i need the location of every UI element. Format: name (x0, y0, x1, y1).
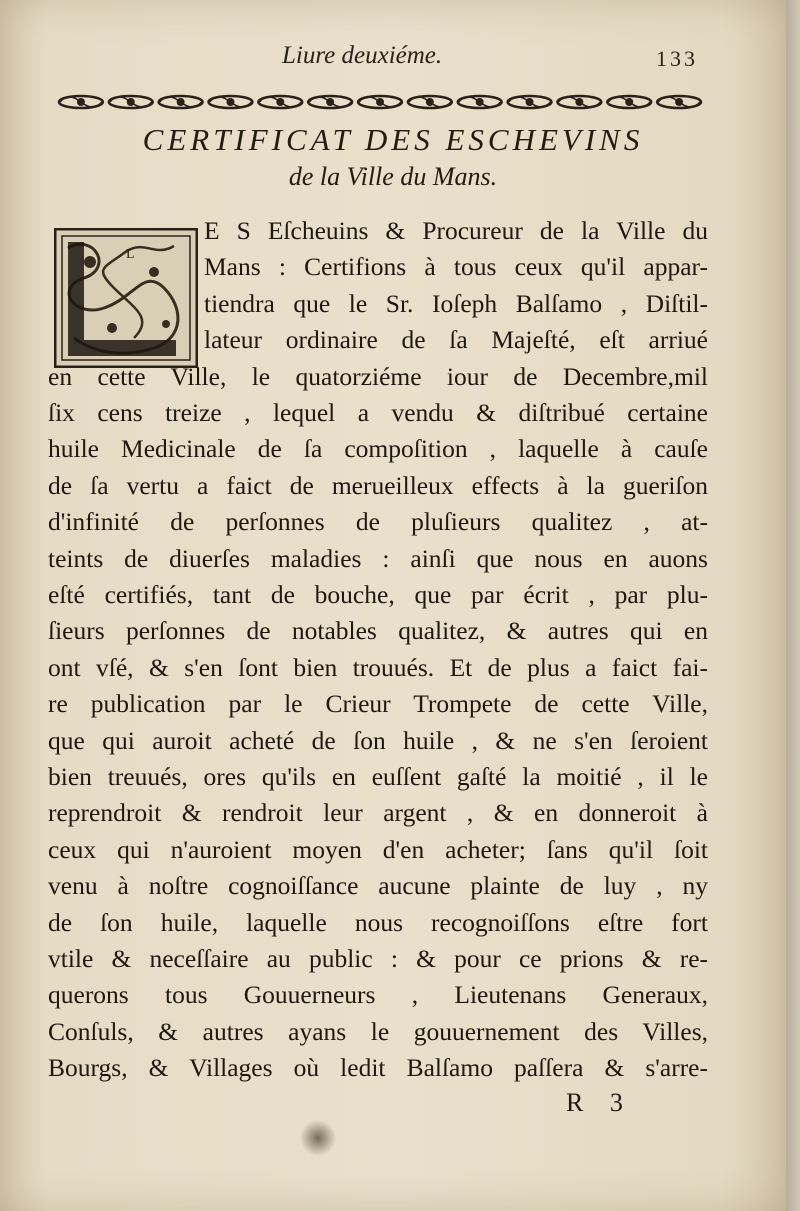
fleuron-ornament (308, 96, 352, 108)
text-line: de ſon huile, laquelle nous recognoiſſons eſtre fort (48, 907, 708, 937)
text-line: reprendroit & rendroit leur argent , & en donneroit à (48, 798, 708, 828)
text-line: Bourgs, & Villages où ledit Balſamo paſſera & s'arre- (48, 1053, 708, 1083)
text-line: ſieurs perſonnes de notables qualitez, & autres qui en (48, 616, 708, 646)
text-line: teints de diuerſes maladies : ainſi que nous en auons (48, 543, 708, 573)
fleuron-ornament (607, 96, 651, 108)
dropcap-letter: L (126, 247, 135, 262)
fleuron-ornament (657, 96, 701, 108)
text-line: ceux qui n'auroient moyen d'en acheter; ſans qu'il ſoit (48, 834, 708, 864)
ink-smudge (300, 1120, 336, 1156)
page-number: 133 (656, 46, 698, 71)
fleuron-ornament (59, 96, 103, 108)
text-line: bien treuués, ores qu'ils en euſſent gaſté la moitié , il le (48, 762, 708, 791)
text-line: tiendra que le Sr. Ioſeph Balſamo , Diſtil- (204, 288, 708, 318)
ornament-band (56, 92, 704, 112)
text-line: E S Eſcheuins & Procureur de la Ville du (204, 216, 708, 245)
fleuron-ornament (258, 96, 302, 108)
fleuron-ornament (458, 96, 502, 108)
text-line: eſté certifiés, tant de bouche, que par écrit , par plu- (48, 580, 708, 609)
section-subheading: de la Ville du Mans. (288, 162, 498, 191)
fleuron-ornament (109, 96, 153, 108)
running-head (0, 38, 786, 78)
text-line: vtile & neceſſaire au public : & pour ce prions & re- (48, 944, 708, 973)
running-title: Liure deuxiéme. (282, 42, 443, 69)
text-line: querons tous Gouuerneurs , Lieutenans Generaux, (48, 980, 708, 1010)
text-line: Mans : Certifions à tous ceux qu'il appar- (204, 252, 708, 282)
fleuron-ornament (159, 96, 203, 108)
fleuron-ornament (408, 96, 452, 108)
fleuron-ornament (209, 96, 253, 108)
text-line: venu à noſtre cognoiſſance aucune plainte de luy , ny (48, 871, 708, 901)
text-line: huile Medicinale de ſa compoſition , laquelle à cauſe (48, 434, 708, 464)
text-line: d'infinité de perſonnes de pluſieurs qualitez , at- (48, 507, 708, 537)
text-line: ont vſé, & s'en ſont bien trouués. Et de plus a faict fai- (48, 652, 708, 682)
text-line: que qui auroit acheté de ſon huile , & ne s'en ſeroient (48, 725, 708, 755)
section-heading: CERTIFICAT DES ESCHEVINS (142, 122, 644, 157)
text-line: de ſa vertu a faict de merueilleux effects à la gueriſon (48, 470, 708, 500)
text-line: ſix cens treize , lequel a vendu & diſtribué certaine (48, 398, 708, 427)
text-line: re publication par le Crieur Trompete de cette Ville, (48, 689, 708, 719)
text-line: lateur ordinaire de ſa Majeſté, eſt arriué (204, 325, 708, 355)
text-line: Conſuls, & autres ayans le gouuernement des Villes, (48, 1016, 708, 1046)
text-line: en cette Ville, le quatorziéme iour de Decembre,mil (48, 361, 708, 391)
fleuron-ornament (358, 96, 402, 108)
signature-mark: R 3 (566, 1088, 633, 1117)
fleuron-ornament (557, 96, 601, 108)
page-edge (786, 0, 800, 1211)
decorated-initial (54, 228, 198, 368)
fleuron-ornament (508, 96, 552, 108)
